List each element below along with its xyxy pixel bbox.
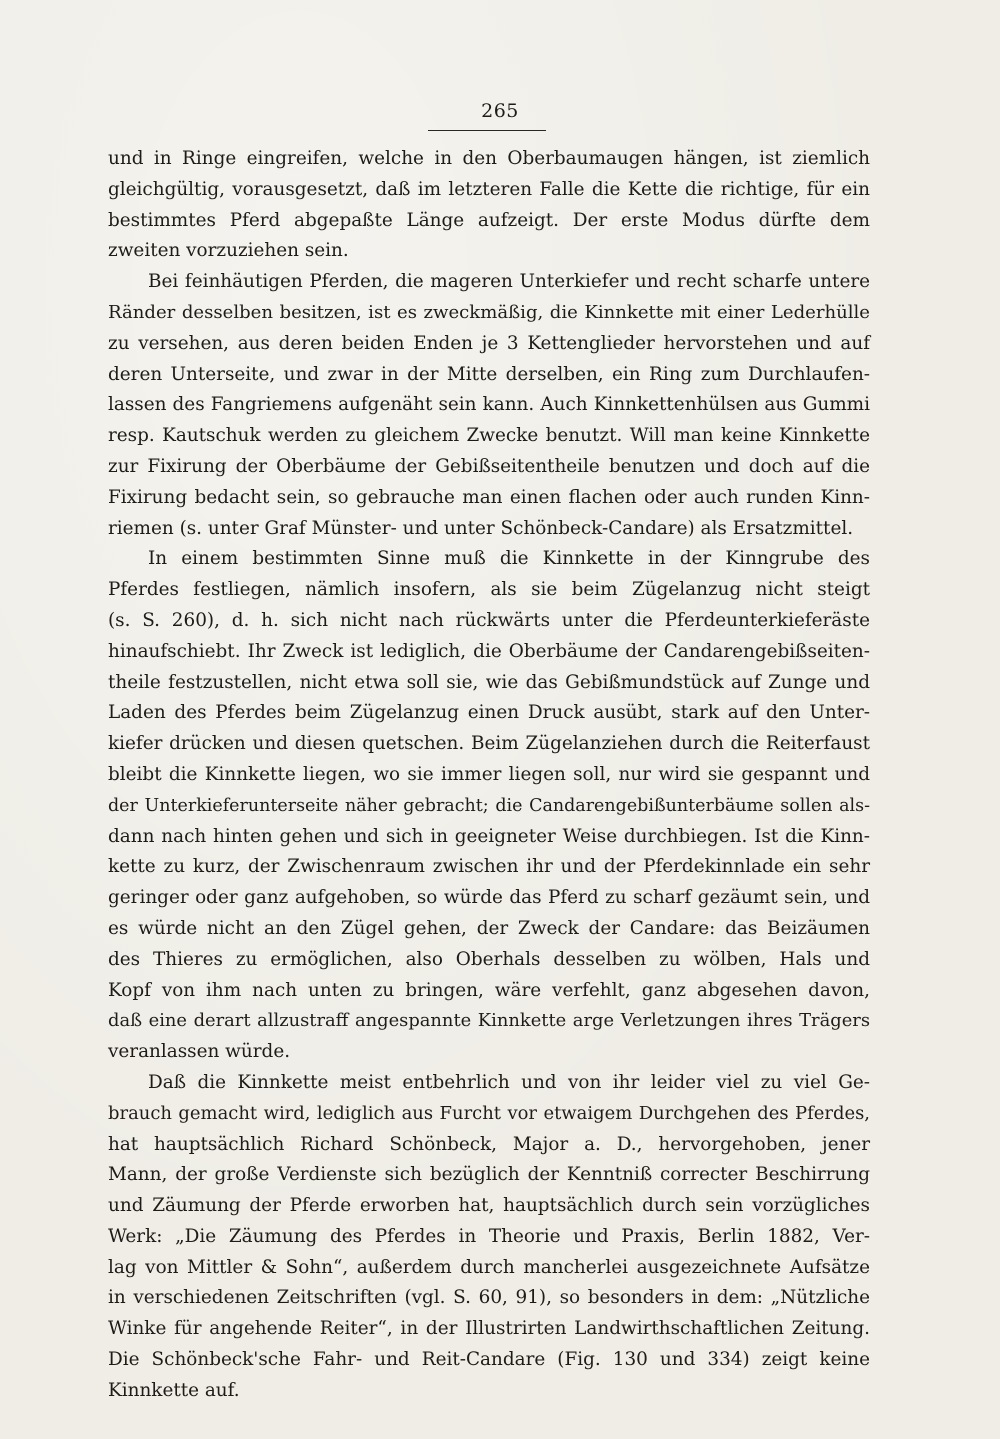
text-line: Laden des Pferdes beim Zügelanzug einen Druck ausübt, stark auf den Unter- — [108, 702, 870, 724]
text-line: in verschiedenen Zeitschriften (vgl. S. 60, 91), so besonders in dem: „Nützliche — [108, 1287, 870, 1309]
text-line: Werk: „Die Zäumung des Pferdes in Theorie und Praxis, Berlin 1882, Ver- — [108, 1225, 870, 1247]
text-line: riemen (s. unter Graf Münster- und unter Schönbeck-Candare) als Ersatzmittel. — [108, 517, 854, 539]
text-line: theile festzustellen, nicht etwa soll sie, wie das Gebißmundstück auf Zunge und — [108, 671, 870, 693]
text-line: hat hauptsächlich Richard Schönbeck, Major a. D., hervorgehoben, jener — [108, 1133, 870, 1155]
text-line: brauch gemacht wird, lediglich aus Furcht vor etwaigem Durchgehen des Pferdes, — [108, 1102, 870, 1124]
text-line: Winke für angehende Reiter“, in der Illustrirten Landwirthschaftlichen Zeitung. — [108, 1318, 870, 1340]
text-line: Pferdes festliegen, nämlich insofern, als sie beim Zügelanzug nicht steigt — [108, 579, 870, 601]
text-line: Kopf von ihm nach unten zu bringen, wäre verfehlt, ganz abgesehen davon, — [108, 979, 870, 1001]
text-line: und in Ringe eingreifen, welche in den Oberbaumaugen hängen, ist ziemlich — [108, 148, 870, 169]
paragraph-4 — [108, 1068, 870, 1407]
text-line: bestimmtes Pferd abgepaßte Länge aufzeigt. Der erste Modus dürfte dem — [108, 209, 870, 231]
text-line: zu versehen, aus deren beiden Enden je 3 Kettenglieder hervorstehen und auf — [108, 332, 870, 354]
text-line: Daß die Kinnkette meist entbehrlich und von ihr leider viel zu viel Ge- — [148, 1071, 870, 1093]
text-line: zweiten vorzuziehen sein. — [108, 240, 349, 262]
paragraph-3 — [108, 544, 870, 1068]
text-line: und Zäumung der Pferde erworben hat, hauptsächlich durch sein vorzügliches — [108, 1195, 870, 1217]
text-line: resp. Kautschuk werden zu gleichem Zwecke benutzt. Will man keine Kinnkette — [108, 425, 870, 447]
text-line: kiefer drücken und diesen quetschen. Beim Zügelanziehen durch die Reiterfaust — [108, 733, 870, 755]
text-line: kette zu kurz, der Zwischenraum zwischen ihr und der Pferdekinnlade ein sehr — [108, 856, 870, 878]
body-text — [108, 144, 870, 1407]
text-line: zur Fixirung der Oberbäume der Gebißseitentheile benutzen und doch auf die — [108, 455, 870, 477]
text-line: geringer oder ganz aufgehoben, so würde das Pferd zu scharf gezäumt sein, und — [108, 887, 870, 909]
header-rule — [428, 130, 546, 131]
text-line: dann nach hinten gehen und sich in geeigneter Weise durchbiegen. Ist die Kinn- — [108, 825, 870, 847]
text-line: daß eine derart allzustraff angespannte Kinnkette arge Verletzungen ihres Trägers — [108, 1010, 870, 1032]
text-line: Fixirung bedacht sein, so gebrauche man einen flachen oder auch runden Kinn- — [108, 486, 870, 508]
text-line: gleichgültig, vorausgesetzt, daß im letzteren Falle die Kette die richtige, für ein — [108, 178, 870, 200]
text-line: Bei feinhäutigen Pferden, die mageren Unterkiefer und recht scharfe untere — [148, 271, 870, 293]
paragraph-1 — [108, 144, 870, 267]
text-line: veranlassen würde. — [108, 1041, 291, 1063]
text-line: es würde nicht an den Zügel gehen, der Zweck der Candare: das Beizäumen — [108, 917, 870, 939]
text-line: (s. S. 260), d. h. sich nicht nach rückwärts unter die Pferdeunterkieferäste — [108, 609, 870, 631]
text-line: lag von Mittler & Sohn“, außerdem durch mancherlei ausgezeichnete Aufsätze — [108, 1256, 870, 1278]
text-line: Ränder desselben besitzen, ist es zweckmäßig, die Kinnkette mit einer Lederhülle — [108, 301, 870, 323]
text-line: hinaufschiebt. Ihr Zweck ist lediglich, die Oberbäume der Candarengebißseiten- — [108, 640, 870, 662]
text-line: bleibt die Kinnkette liegen, wo sie immer liegen soll, nur wird sie gespannt und — [108, 763, 870, 785]
paragraph-2 — [108, 267, 870, 544]
text-line: der Unterkieferunterseite näher gebracht; die Candarengebißunterbäume sollen als- — [108, 795, 870, 816]
text-line: Mann, der große Verdienste sich bezüglich der Kenntniß correcter Beschirrung — [108, 1164, 870, 1186]
text-line: Die Schönbeck'sche Fahr- und Reit-Candare (Fig. 130 und 334) zeigt keine — [108, 1349, 870, 1371]
page-number: 265 — [481, 100, 519, 122]
text-line: lassen des Fangriemens aufgenäht sein kann. Auch Kinnkettenhülsen aus Gummi — [108, 394, 870, 416]
text-line: des Thieres zu ermöglichen, also Oberhals desselben zu wölben, Hals und — [108, 948, 870, 970]
text-line: deren Unterseite, und zwar in der Mitte derselben, ein Ring zum Durchlaufen- — [108, 363, 870, 385]
text-line: In einem bestimmten Sinne muß die Kinnkette in der Kinngrube des — [148, 548, 870, 570]
text-line: Kinnkette auf. — [108, 1379, 240, 1401]
